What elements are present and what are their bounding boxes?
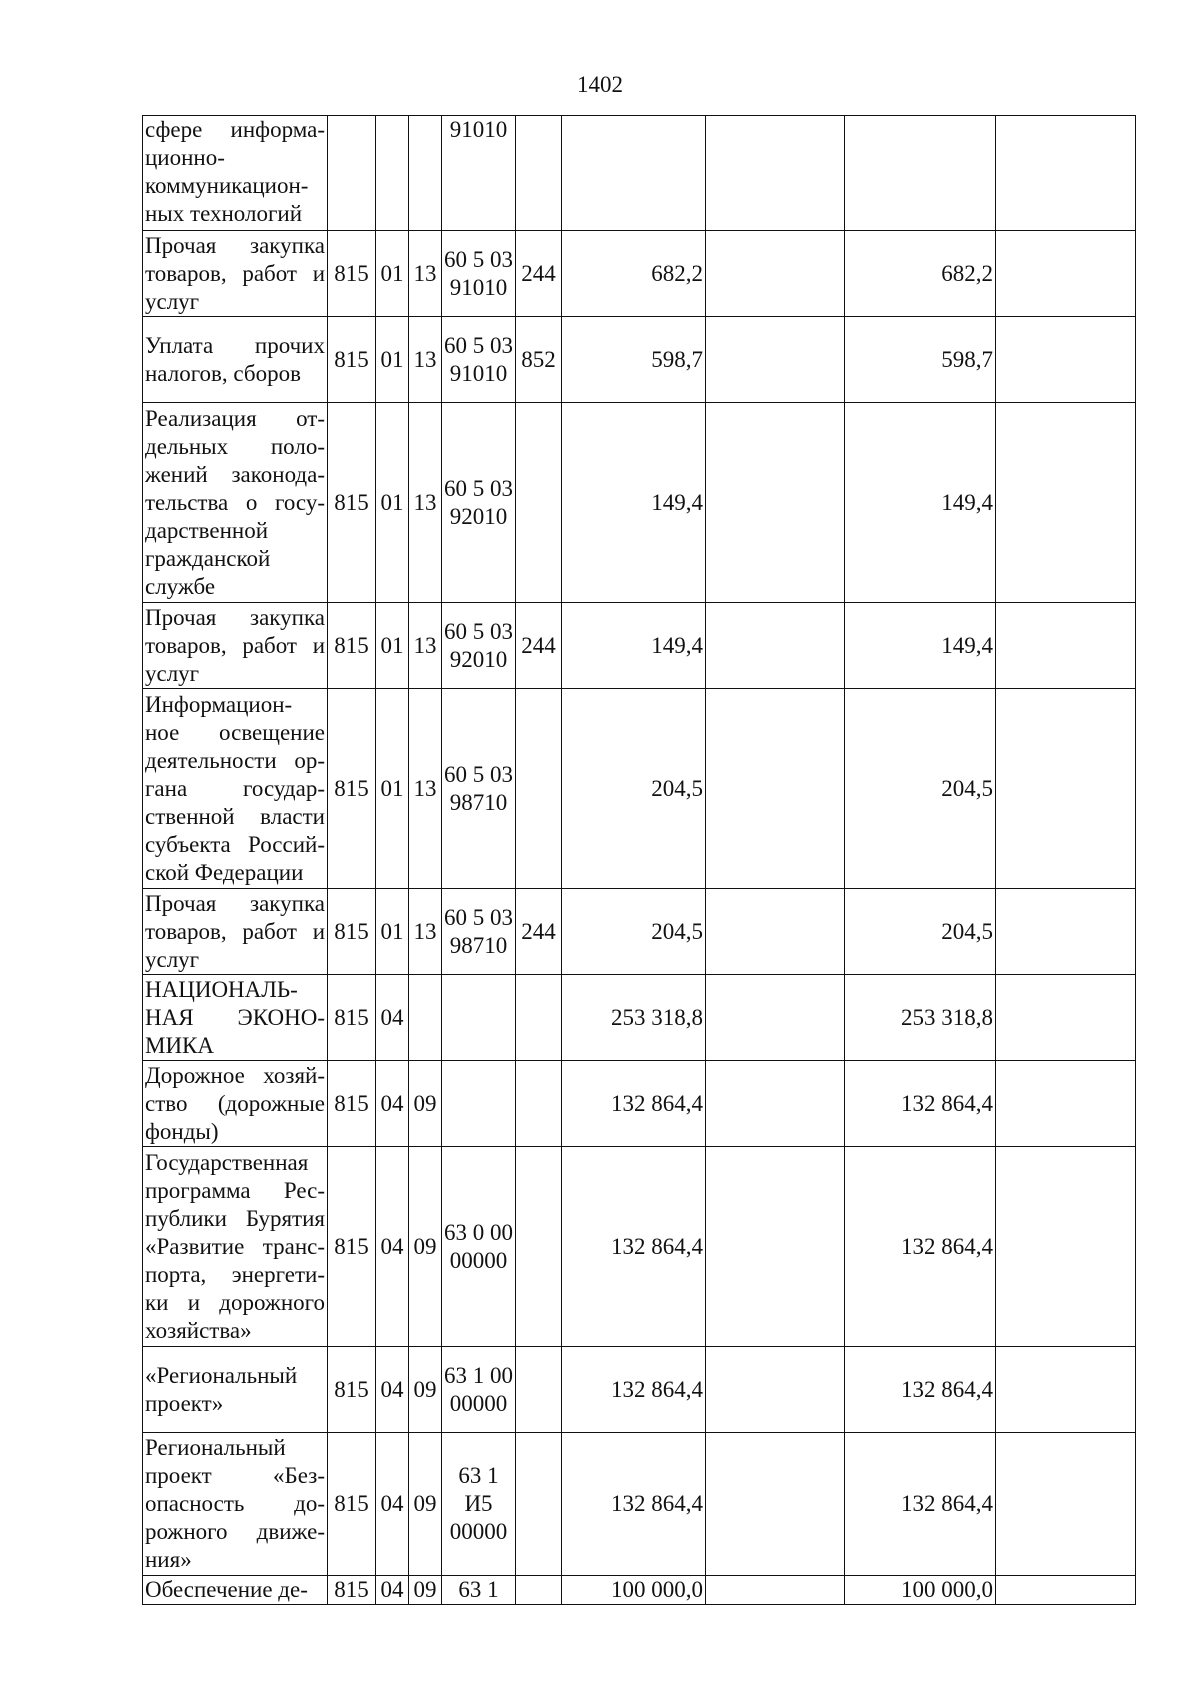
amount-2 bbox=[706, 116, 845, 231]
grbs-code: 815 bbox=[328, 317, 376, 403]
amount-2 bbox=[706, 403, 845, 603]
amount-4 bbox=[996, 317, 1136, 403]
grbs-code: 815 bbox=[328, 1061, 376, 1147]
amount-3: 253 318,8 bbox=[845, 975, 996, 1061]
subsection-code bbox=[409, 116, 442, 231]
amount-1: 132 864,4 bbox=[562, 1433, 706, 1576]
target-article-code: 60 5 03 92010 bbox=[442, 603, 516, 689]
section-code bbox=[376, 116, 409, 231]
target-article-code: 63 0 00 00000 bbox=[442, 1147, 516, 1347]
amount-2 bbox=[706, 889, 845, 975]
amount-4 bbox=[996, 231, 1136, 317]
row-name: НАЦИОНАЛЬ-НАЯ ЭКОНО-МИКА bbox=[143, 975, 328, 1061]
amount-3: 682,2 bbox=[845, 231, 996, 317]
row-name: Прочая закупка товаров, работ и услуг bbox=[143, 603, 328, 689]
table-row bbox=[143, 1347, 1136, 1433]
amount-3: 132 864,4 bbox=[845, 1147, 996, 1347]
amount-1: 253 318,8 bbox=[562, 975, 706, 1061]
amount-3: 132 864,4 bbox=[845, 1347, 996, 1433]
row-name: сфере информа-ционно-коммуникацион-ных технологий bbox=[143, 116, 328, 231]
section-code: 04 bbox=[376, 975, 409, 1061]
target-article-code: 91010 bbox=[442, 116, 516, 231]
amount-1: 100 000,0 bbox=[562, 1576, 706, 1605]
grbs-code: 815 bbox=[328, 1433, 376, 1576]
subsection-code: 13 bbox=[409, 603, 442, 689]
amount-4 bbox=[996, 603, 1136, 689]
amount-2 bbox=[706, 1347, 845, 1433]
expense-type-code bbox=[516, 116, 562, 231]
amount-1: 132 864,4 bbox=[562, 1347, 706, 1433]
amount-2 bbox=[706, 689, 845, 889]
amount-2 bbox=[706, 1147, 845, 1347]
section-code: 04 bbox=[376, 1347, 409, 1433]
target-article-code: 60 5 03 91010 bbox=[442, 317, 516, 403]
amount-1: 149,4 bbox=[562, 603, 706, 689]
amount-2 bbox=[706, 1576, 845, 1605]
subsection-code: 09 bbox=[409, 1433, 442, 1576]
subsection-code: 09 bbox=[409, 1061, 442, 1147]
grbs-code: 815 bbox=[328, 1147, 376, 1347]
amount-4 bbox=[996, 1147, 1136, 1347]
section-code: 01 bbox=[376, 889, 409, 975]
amount-2 bbox=[706, 317, 845, 403]
expense-type-code bbox=[516, 403, 562, 603]
expense-type-code: 244 bbox=[516, 603, 562, 689]
amount-3: 149,4 bbox=[845, 603, 996, 689]
grbs-code: 815 bbox=[328, 689, 376, 889]
row-name: Государственная программа Рес-публики Бурятия «Развитие транс-порта, энергети-ки и дорожного хозяйства» bbox=[143, 1147, 328, 1347]
table-row bbox=[143, 116, 1136, 231]
expense-type-code: 244 bbox=[516, 889, 562, 975]
amount-3: 204,5 bbox=[845, 689, 996, 889]
amount-3: 100 000,0 bbox=[845, 1576, 996, 1605]
table-row bbox=[143, 1061, 1136, 1147]
row-name: Информацион-ное освещение деятельности ор-гана государ-ственной власти субъекта Россий-ской Федерации bbox=[143, 689, 328, 889]
expense-type-code bbox=[516, 1147, 562, 1347]
amount-4 bbox=[996, 689, 1136, 889]
amount-4 bbox=[996, 889, 1136, 975]
amount-1: 204,5 bbox=[562, 889, 706, 975]
amount-1: 598,7 bbox=[562, 317, 706, 403]
grbs-code: 815 bbox=[328, 1347, 376, 1433]
table-row bbox=[143, 1433, 1136, 1576]
amount-2 bbox=[706, 603, 845, 689]
section-code: 01 bbox=[376, 689, 409, 889]
amount-4 bbox=[996, 1433, 1136, 1576]
amount-1 bbox=[562, 116, 706, 231]
page-number: 1402 bbox=[577, 72, 623, 97]
amount-2 bbox=[706, 1433, 845, 1576]
section-code: 01 bbox=[376, 231, 409, 317]
subsection-code: 13 bbox=[409, 889, 442, 975]
subsection-code bbox=[409, 975, 442, 1061]
grbs-code bbox=[328, 116, 376, 231]
section-code: 04 bbox=[376, 1433, 409, 1576]
table-row bbox=[143, 1576, 1136, 1605]
amount-4 bbox=[996, 1347, 1136, 1433]
subsection-code: 09 bbox=[409, 1347, 442, 1433]
table-row bbox=[143, 317, 1136, 403]
amount-4 bbox=[996, 1061, 1136, 1147]
amount-2 bbox=[706, 975, 845, 1061]
table-row bbox=[143, 1147, 1136, 1347]
row-name: Обеспечение де- bbox=[143, 1576, 328, 1605]
expense-type-code bbox=[516, 1061, 562, 1147]
section-code: 01 bbox=[376, 317, 409, 403]
amount-4 bbox=[996, 975, 1136, 1061]
expense-type-code: 852 bbox=[516, 317, 562, 403]
grbs-code: 815 bbox=[328, 975, 376, 1061]
grbs-code: 815 bbox=[328, 889, 376, 975]
target-article-code bbox=[442, 975, 516, 1061]
amount-3: 132 864,4 bbox=[845, 1061, 996, 1147]
grbs-code: 815 bbox=[328, 603, 376, 689]
target-article-code: 63 1 И5 00000 bbox=[442, 1433, 516, 1576]
table-row bbox=[143, 603, 1136, 689]
target-article-code: 63 1 00 00000 bbox=[442, 1347, 516, 1433]
row-name: Прочая закупка товаров, работ и услуг bbox=[143, 889, 328, 975]
amount-3: 149,4 bbox=[845, 403, 996, 603]
grbs-code: 815 bbox=[328, 231, 376, 317]
amount-4 bbox=[996, 116, 1136, 231]
subsection-code: 13 bbox=[409, 231, 442, 317]
row-name: Прочая закупка товаров, работ и услуг bbox=[143, 231, 328, 317]
amount-2 bbox=[706, 1061, 845, 1147]
target-article-code: 60 5 03 91010 bbox=[442, 231, 516, 317]
section-code: 01 bbox=[376, 403, 409, 603]
section-code: 01 bbox=[376, 603, 409, 689]
amount-4 bbox=[996, 403, 1136, 603]
table-row bbox=[143, 975, 1136, 1061]
subsection-code: 09 bbox=[409, 1147, 442, 1347]
expense-type-code bbox=[516, 1576, 562, 1605]
table-row bbox=[143, 889, 1136, 975]
amount-1: 132 864,4 bbox=[562, 1147, 706, 1347]
subsection-code: 13 bbox=[409, 317, 442, 403]
row-name: Реализация от-дельных поло-жений законода-тельства о госу-дарственной гражданской службе bbox=[143, 403, 328, 603]
row-name: Дорожное хозяй-ство (дорожные фонды) bbox=[143, 1061, 328, 1147]
expense-type-code bbox=[516, 1347, 562, 1433]
subsection-code: 13 bbox=[409, 689, 442, 889]
target-article-code: 60 5 03 98710 bbox=[442, 889, 516, 975]
amount-3 bbox=[845, 116, 996, 231]
section-code: 04 bbox=[376, 1576, 409, 1605]
amount-3: 598,7 bbox=[845, 317, 996, 403]
amount-1: 204,5 bbox=[562, 689, 706, 889]
subsection-code: 13 bbox=[409, 403, 442, 603]
table-row bbox=[143, 231, 1136, 317]
amount-1: 682,2 bbox=[562, 231, 706, 317]
table-row bbox=[143, 403, 1136, 603]
expense-type-code bbox=[516, 1433, 562, 1576]
grbs-code: 815 bbox=[328, 1576, 376, 1605]
amount-1: 149,4 bbox=[562, 403, 706, 603]
expense-type-code: 244 bbox=[516, 231, 562, 317]
subsection-code: 09 bbox=[409, 1576, 442, 1605]
target-article-code: 60 5 03 98710 bbox=[442, 689, 516, 889]
amount-2 bbox=[706, 231, 845, 317]
grbs-code: 815 bbox=[328, 403, 376, 603]
target-article-code: 60 5 03 92010 bbox=[442, 403, 516, 603]
section-code: 04 bbox=[376, 1061, 409, 1147]
expense-type-code bbox=[516, 975, 562, 1061]
target-article-code bbox=[442, 1061, 516, 1147]
amount-4 bbox=[996, 1576, 1136, 1605]
row-name: Региональный проект «Без-опасность до-рожного движе-ния» bbox=[143, 1433, 328, 1576]
expense-type-code bbox=[516, 689, 562, 889]
section-code: 04 bbox=[376, 1147, 409, 1347]
amount-3: 204,5 bbox=[845, 889, 996, 975]
amount-3: 132 864,4 bbox=[845, 1433, 996, 1576]
table-row bbox=[143, 689, 1136, 889]
row-name: Уплата прочих налогов, сборов bbox=[143, 317, 328, 403]
budget-table bbox=[142, 115, 1136, 1605]
row-name: «Региональный проект» bbox=[143, 1347, 328, 1433]
amount-1: 132 864,4 bbox=[562, 1061, 706, 1147]
target-article-code: 63 1 bbox=[442, 1576, 516, 1605]
